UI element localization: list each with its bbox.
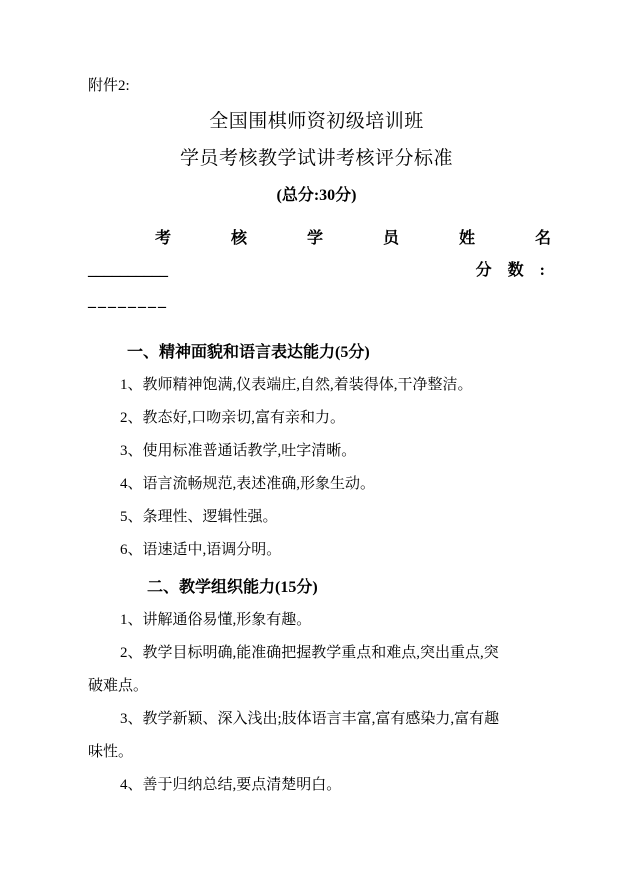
- section-2-items: [88, 604, 545, 802]
- list-item: 2、教学目标明确,能准确把握教学重点和难点,突出重点,突: [120, 645, 499, 661]
- list-item: 1、教师精神饱满,仪表端庄,自然,着装得体,干净整洁。: [120, 377, 473, 393]
- list-item-continuation: 破难点。: [88, 678, 149, 694]
- list-item: 4、语言流畅规范,表述准确,形象生动。: [120, 476, 376, 492]
- list-item: 1、讲解通俗易懂,形象有趣。: [120, 612, 312, 628]
- section-1-heading: 一、精神面貌和语言表达能力(5分): [127, 344, 370, 361]
- score-blank-line: ________: [88, 293, 168, 310]
- attachment-label: 附件2:: [88, 78, 130, 94]
- list-item: 3、使用标准普通话教学,吐字清晰。: [120, 443, 357, 459]
- total-score-line: (总分:30分): [276, 187, 357, 204]
- list-item: 5、条理性、逻辑性强。: [120, 509, 278, 525]
- list-item: 2、教态好,口吻亲切,富有亲和力。: [120, 410, 346, 426]
- document-title-line1: 全国围棋师资初级培训班: [209, 111, 424, 132]
- list-item: 3、教学新颖、深入浅出;肢体语言丰富,富有感染力,富有趣: [120, 711, 500, 727]
- list-item: 6、语速适中,语调分明。: [120, 542, 282, 558]
- examinee-name-label: 考核学员姓名: [155, 230, 612, 247]
- score-label: 分数:: [475, 262, 561, 279]
- name-blank-line: __________: [88, 262, 168, 279]
- document-title-line2: 学员考核教学试讲考核评分标准: [179, 148, 453, 169]
- name-score-row: [88, 260, 561, 281]
- section-2-heading: 二、教学组织能力(15分): [147, 579, 318, 596]
- list-item: 4、善于归纳总结,要点清楚明白。: [120, 777, 342, 793]
- list-item-continuation: 味性。: [88, 744, 134, 760]
- section-1-items: [88, 369, 545, 567]
